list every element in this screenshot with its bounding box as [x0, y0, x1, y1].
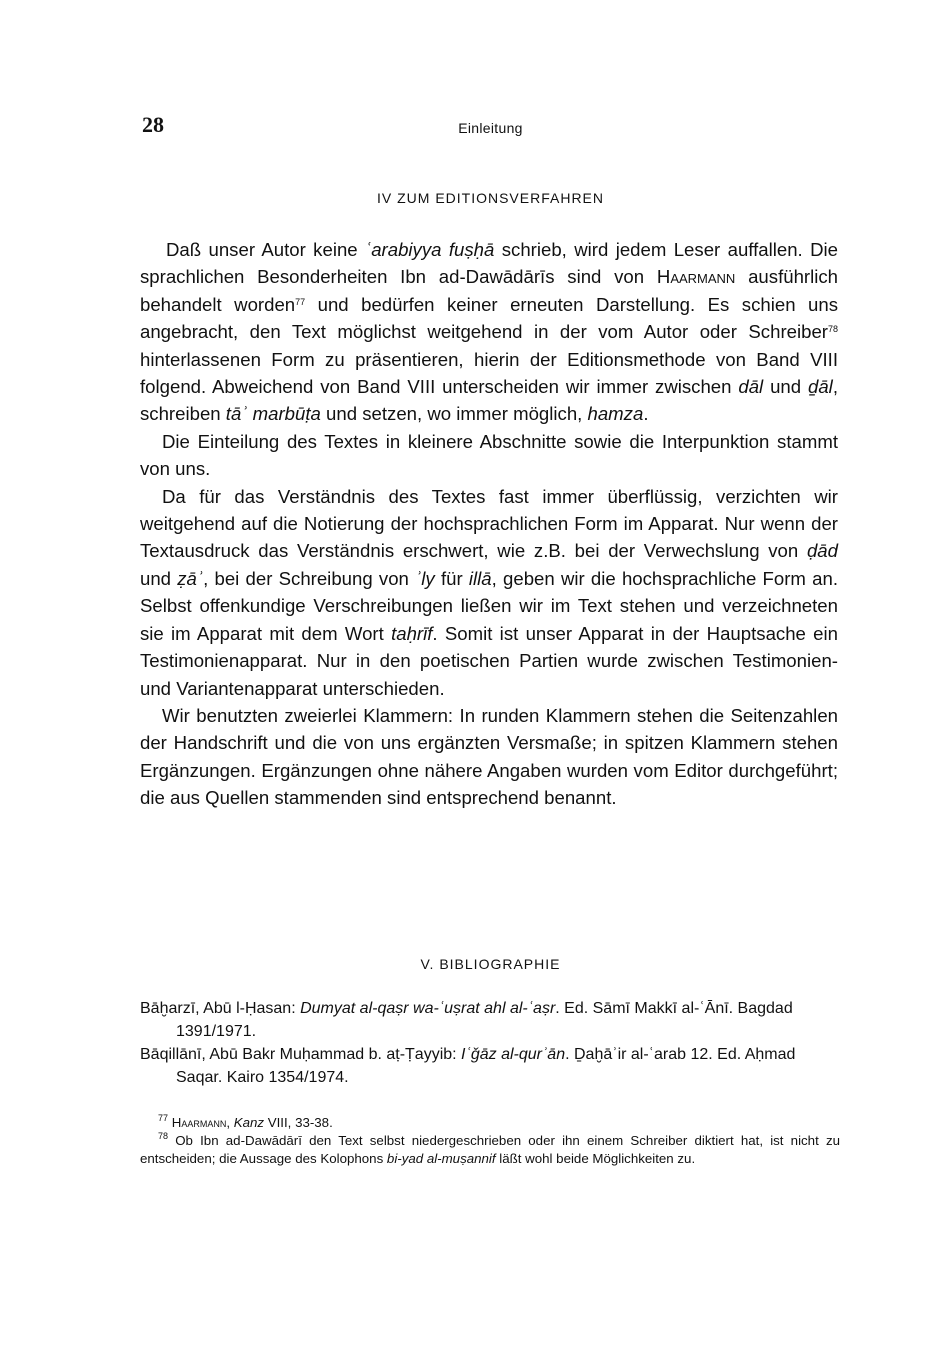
text-run: . Ḏaḫāʾir al-ʿarab 12. Ed. Aḥmad Saqar. Kairo 1354/1974.	[176, 1046, 796, 1086]
text-run: ausführlich behandelt worden	[140, 266, 839, 315]
text-run: schrieb, wird jedem Leser auffallen. Die sprachlichen Besonderheiten Ibn ad-Dawādārīs sind von	[140, 239, 839, 288]
italic-term: ʾly	[415, 567, 435, 589]
italic-term: taḥrīf	[391, 622, 433, 644]
text-run: für	[434, 567, 469, 589]
section-heading-bibliographie: V. BIBLIOGRAPHIE	[420, 956, 561, 972]
footnote-ref: 78	[827, 324, 838, 335]
text-run: Daß unser Autor keine	[166, 239, 366, 260]
italic-term: ḏāl	[808, 376, 833, 398]
text-run: , bei der Schreibung von	[203, 567, 416, 589]
running-head: Einleitung	[458, 120, 523, 136]
footnotes	[140, 1114, 840, 1168]
paragraph	[140, 483, 838, 702]
page-number: 28	[142, 112, 164, 137]
paragraph	[140, 236, 838, 428]
text-run: . Somit ist unser Apparat in der Hauptsache ein Testimonienapparat. Nur in den poetischen Partien wurde zwischen Testimonien- und Variantenapparat unterschieden.	[140, 622, 838, 699]
text-run: VIII, 33-38.	[264, 1115, 333, 1130]
italic-term: illā	[468, 567, 492, 589]
editionsverfahren-body	[140, 236, 838, 812]
bibliography-entry	[140, 998, 840, 1043]
footnote-77	[140, 1114, 840, 1132]
italic-term: Kanz	[233, 1115, 265, 1130]
paragraph	[140, 702, 838, 812]
text-run: hinterlassenen Form zu präsentieren, hierin der Editionsmethode von Band VIII folgend. Abweichend von Band VIII unterscheiden wir immer zwischen	[140, 348, 838, 398]
text-run: Wir benutzten zweierlei Klammern: In runden Klammern stehen die Seitenzahlen der Handschrift und die von uns ergänzten Versmaße; in spitzen Klammern stehen Ergänzungen. Ergänzungen ohne nähere Angaben wurden vom Editor durchgeführt; die aus Quellen stammenden sind entsprechend benannt.	[140, 704, 838, 809]
text-run: Ob Ibn ad-Dawādārī den Text selbst niedergeschrieben oder ihn einem Schreiber diktiert hat, ist nicht zu entscheiden; die Aussage des Kolophons	[140, 1133, 840, 1166]
bibliography-entry	[140, 1044, 840, 1089]
footnote-ref: 78	[158, 1131, 169, 1141]
text-run: . Ed. Sāmī Makkī al-ʿĀnī. Bagdad 1391/1971.	[176, 1000, 793, 1040]
text-run: , geben wir die hochsprachliche Form an. Selbst offenkundige Verschreibungen ließen wir im Text stehen und verzeichneten sie im Apparat mit dem Wort	[140, 567, 838, 644]
italic-term: ʿarabiyya fuṣḥā	[365, 239, 495, 260]
text-run: Da für das Verständnis des Textes fast immer überflüssig, verzichten wir weitgehend auf die Notierung der hochsprachlichen Form im Apparat. Nur wenn der Textausdruck das Verständnis erschwert, wie z.B. bei der Verwechslung von	[140, 485, 838, 562]
text-run: Die Einteilung des Textes in kleinere Abschnitte sowie die Interpunktion stammt von uns.	[140, 430, 838, 480]
italic-term: dāl	[738, 376, 764, 398]
bibliography-list	[140, 998, 840, 1090]
italic-term: bi-yad al-muṣannif	[386, 1151, 496, 1166]
text-run: und bedürfen keiner erneuten Darstellung. Es schien uns angebracht, den Text möglichst weitgehend in der vom Autor oder Schreiber	[140, 293, 838, 343]
footnote-ref: 77	[295, 296, 306, 307]
italic-term: hamza	[587, 403, 644, 425]
author-name: Haarmann	[171, 1115, 227, 1130]
text-run: und setzen, wo immer möglich,	[320, 403, 588, 425]
text-run: und	[140, 567, 178, 589]
text-run: ,	[226, 1115, 234, 1130]
italic-term: ḍād	[806, 540, 838, 562]
paragraph	[140, 428, 838, 483]
footnote-78	[140, 1132, 840, 1168]
text-run: Bāḫarzī, Abū l-Ḥasan:	[140, 1000, 301, 1017]
italic-term: tāʾ marbūṭa	[225, 403, 321, 425]
section-heading-editionsverfahren: IV ZUM EDITIONSVERFAHREN	[376, 190, 605, 206]
text-run: .	[643, 403, 649, 425]
text-run: und	[763, 376, 808, 398]
text-run: , schreiben	[140, 376, 838, 425]
text-run: läßt wohl beide Möglichkeiten zu.	[495, 1151, 696, 1166]
text-run: Bāqillānī, Abū Bakr Muḥammad b. aṭ-Ṭayyib:	[140, 1046, 462, 1063]
author-name: Haarmann	[656, 266, 736, 288]
italic-term: Iʿǧāz al-qurʾān	[461, 1046, 566, 1063]
italic-term: Dumyat al-qaṣr wa-ʿuṣrat ahl al-ʿaṣr	[300, 1000, 556, 1017]
italic-term: ẓāʾ	[177, 567, 204, 589]
footnote-ref: 77	[158, 1113, 169, 1123]
